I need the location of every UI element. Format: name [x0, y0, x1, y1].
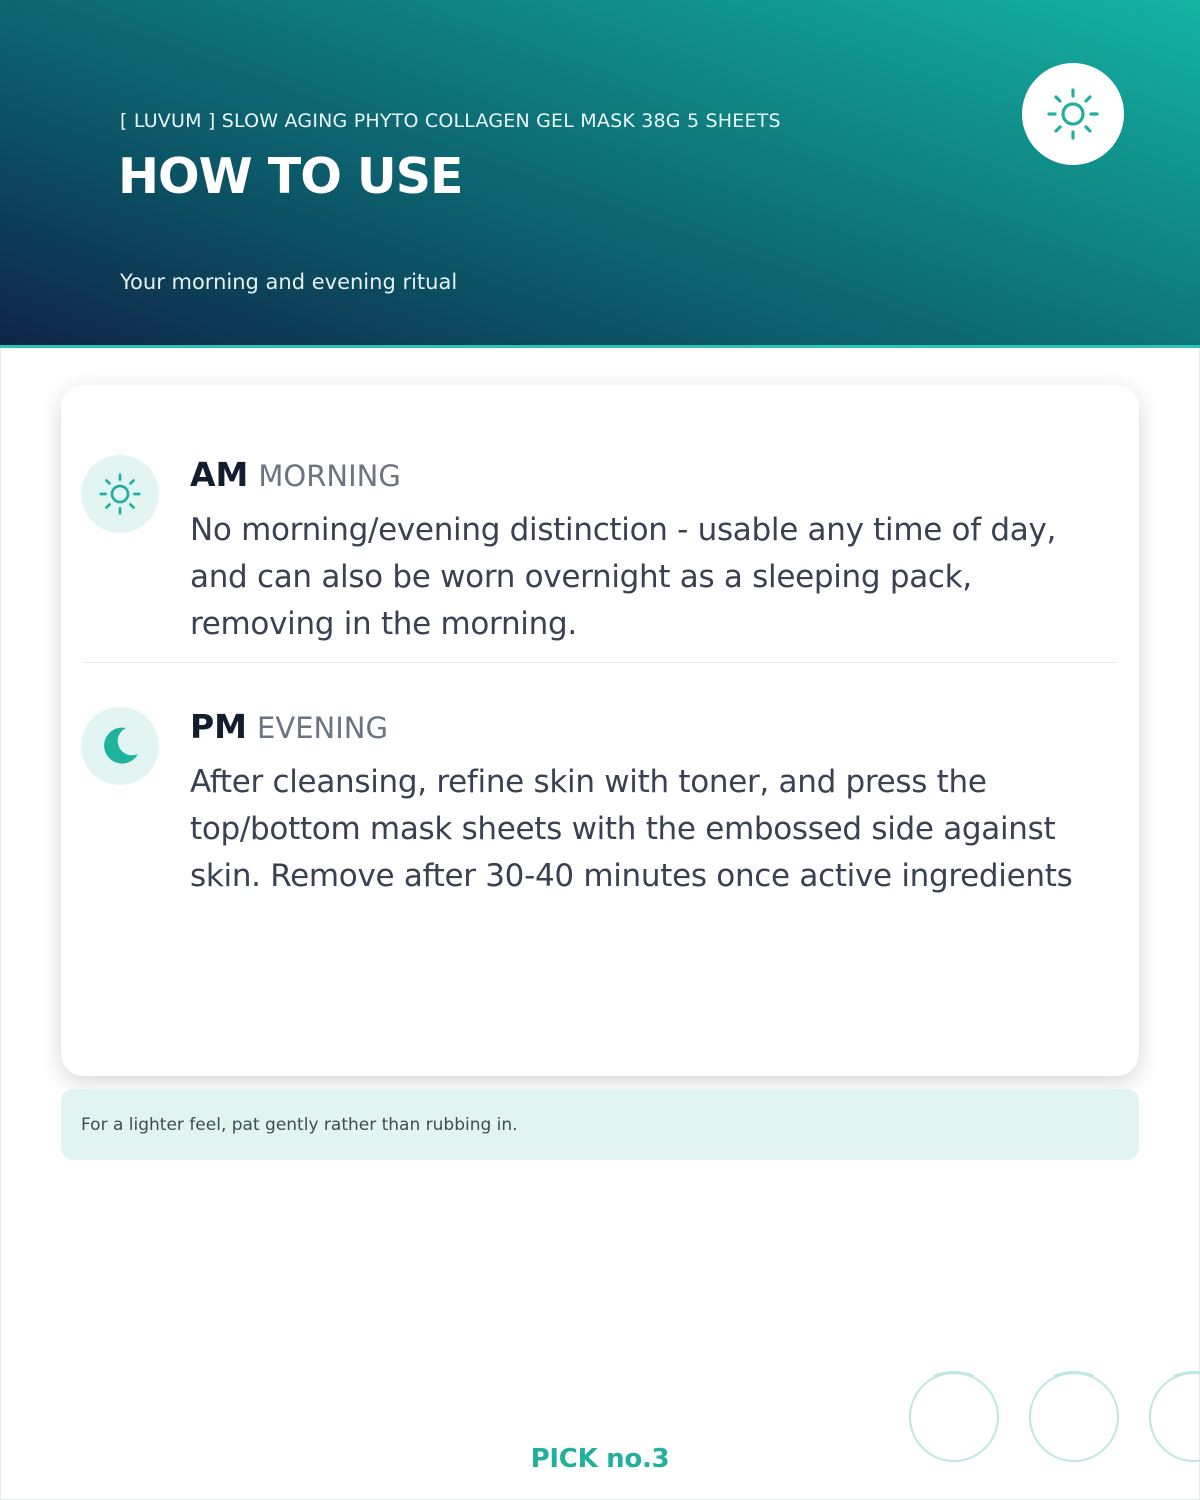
pm-abbr: PM	[190, 707, 248, 746]
section-divider	[83, 662, 1117, 663]
moon-icon	[96, 722, 144, 770]
sun-icon	[1043, 84, 1103, 144]
am-label: MORNING	[258, 459, 401, 493]
header-sun-badge	[1022, 63, 1124, 165]
pm-label: EVENING	[257, 711, 388, 745]
sun-icon	[96, 470, 144, 518]
product-name: [ LUVUM ] SLOW AGING PHYTO COLLAGEN GEL MASK 38G 5 SHEETS	[120, 110, 781, 132]
page-title: HOW TO USE	[118, 148, 463, 205]
pm-heading	[190, 707, 388, 745]
pick-number: PICK no.3	[530, 1444, 670, 1474]
am-heading	[190, 455, 401, 493]
header-banner	[0, 0, 1200, 345]
usage-card	[61, 385, 1139, 1076]
header-accent-line	[0, 345, 1200, 348]
tip-text: For a lighter feel, pat gently rather than rubbing in.	[81, 1115, 518, 1135]
pm-instructions: After cleansing, refine skin with toner, and press the top/bottom mask sheets with the embossed side against skin. Remove after 30-40 minutes once active ingredients	[190, 764, 1073, 894]
pm-icon-badge	[81, 707, 159, 785]
am-abbr: AM	[190, 455, 249, 494]
tip-box	[61, 1089, 1139, 1160]
am-icon-badge	[81, 455, 159, 533]
am-instructions: No morning/evening distinction - usable any time of day, and can also be worn overnight as a sleeping pack, removing in the morning.	[190, 512, 1057, 642]
page-subtitle: Your morning and evening ritual	[120, 270, 458, 294]
